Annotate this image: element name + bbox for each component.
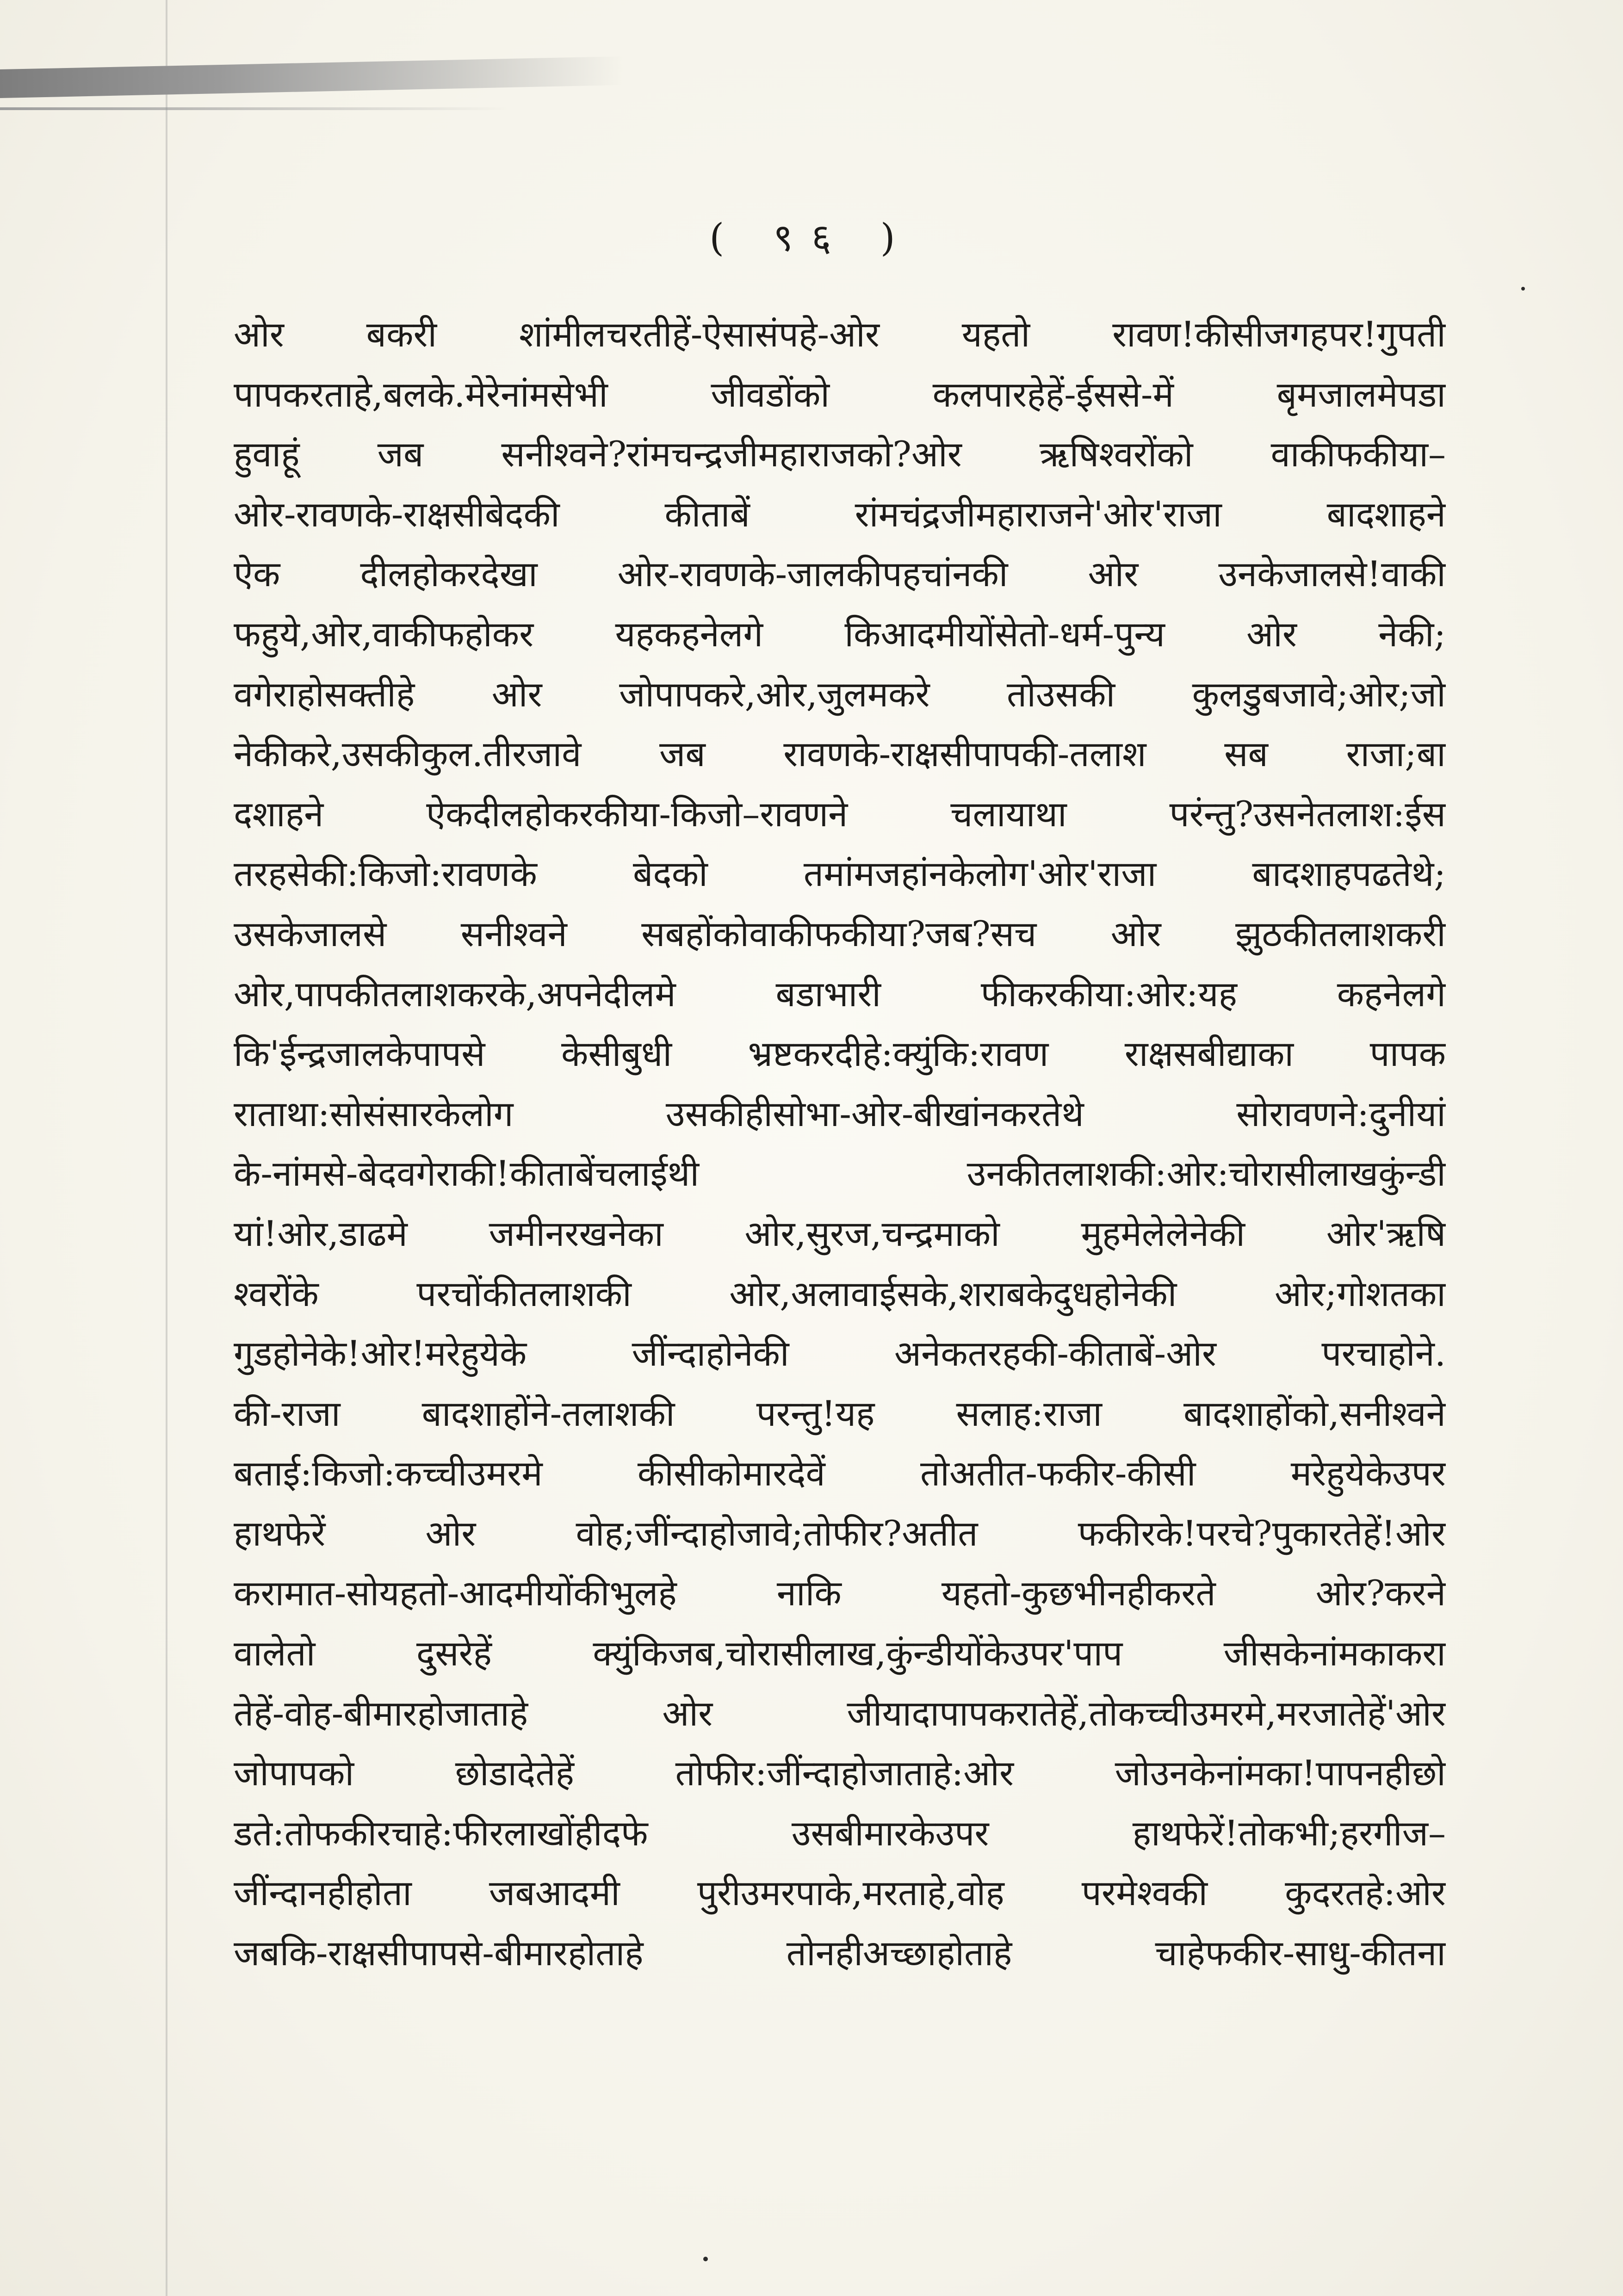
text-line: जोपापको छोडादेतेहें तोफीर:जींन्दाहोजाताहे:ओर जोउनकेनांमका!पापनहीछो xyxy=(234,1752,1446,1794)
page-number: ( ९६ ) xyxy=(709,216,914,260)
ink-speck xyxy=(703,2257,708,2261)
text-line: ओर बकरी शांमीलचरतीहें-ऐसासंपहे-ओर यहतो रावण!कीसीजगहपर!गुपती xyxy=(234,314,1446,355)
text-line: के-नांमसे-बेदवगेराकी!कीताबेंचलाईथी उनकीतलाशकी:ओर:चोरासीलाखकुंन्डी xyxy=(234,1153,1446,1194)
text-line: कि'ईन्द्रजालकेपापसे केसीबुधी भ्रष्टकरदीहे:क्युंकि:रावण राक्षसबीद्याका पापक xyxy=(234,1033,1446,1075)
text-line: नेकीकरे,उसकीकुल.तीरजावे जब रावणके-राक्षसीपापकी-तलाश सब राजा;बा xyxy=(234,733,1446,775)
text-line: डते:तोफकीरचाहे:फीरलाखोंहीदफे उसबीमारकेउपर हाथफेरें!तोकभी;हरगीज– xyxy=(234,1812,1446,1854)
page-margin-line xyxy=(166,0,167,2296)
text-line: हुवाहूं जब सनीश्वने?रांमचन्द्रजीमहाराजको?ओर ऋषिश्वरोंको वाकीफकीया– xyxy=(234,433,1446,475)
text-line: श्वरोंके परचोंकीतलाशकी ओर,अलावाईसके,शराबकेदुधहोनेकी ओर;गोशतका xyxy=(234,1273,1446,1314)
text-line: जबकि-राक्षसीपापसे-बीमारहोताहे तोनहीअच्छाहोताहे चाहेफकीर-साधु-कीतना xyxy=(234,1932,1446,1974)
text-line: बताई:किजो:कच्चीउमरमे कीसीकोमारदेवें तोअतीत-फकीर-कीसी मरेहुयेकेउपर xyxy=(234,1453,1446,1494)
text-line: गुडहोनेके!ओर!मरेहुयेके जींन्दाहोनेकी अनेकतरहकी-कीताबें-ओर परचाहोने. xyxy=(234,1333,1446,1374)
text-line: करामात-सोयहतो-आदमीयोंकीभुलहे नाकि यहतो-कुछभीनहीकरते ओर?करने xyxy=(234,1572,1446,1614)
text-line: पापकरताहे,बलके.मेरेनांमसेभी जीवडोंको कलपारहेहें-ईससे-में बृमजालमेपडा xyxy=(234,373,1446,415)
scan-shadow-line xyxy=(0,107,509,110)
text-line: फहुये,ओर,वाकीफहोकर यहकहनेलगे किआदमीयोंसेतो-धर्म-पुन्य ओर नेकी; xyxy=(234,613,1446,655)
text-line: यां!ओर,डाढमे जमीनरखनेका ओर,सुरज,चन्द्रमाको मुहमेलेलेनेकी ओर'ऋषि xyxy=(234,1213,1446,1254)
text-line: तेहें-वोह-बीमारहोजाताहे ओर जीयादापापकरातेहें,तोकच्चीउमरमे,मरजातेहें'ओर xyxy=(234,1692,1446,1734)
text-line: तरहसेकी:किजो:रावणके बेदको तमांमजहांनकेलोग'ओर'राजा बादशाहपढतेथे; xyxy=(234,853,1446,895)
ink-speck xyxy=(1521,287,1525,291)
scan-shadow xyxy=(0,56,625,98)
text-line: वगेराहोसक्तीहे ओर जोपापकरे,ओर,जुलमकरे तोउसकी कुलडुबजावे;ओर;जो xyxy=(234,673,1446,715)
text-line: दशाहने ऐकदीलहोकरकीया-किजो–रावणने चलायाथा परंन्तु?उसनेतलाश:ईस xyxy=(234,793,1446,835)
text-line: राताथा:सोसंसारकेलोग उसकीहीसोभा-ओर-बीखांनकरतेथे सोरावणने:दुनीयां xyxy=(234,1093,1446,1134)
text-line: ओर-रावणके-राक्षसीबेदकी कीताबें रांमचंद्रजीमहाराजने'ओर'राजा बादशाहने xyxy=(234,493,1446,535)
text-line: वालेतो दुसरेहें क्युंकिजब,चोरासीलाख,कुंन्डीयोंकेउपर'पाप जीसकेनांमकाकरा xyxy=(234,1633,1446,1674)
text-line: जींन्दानहीहोता जबआदमी पुरीउमरपाके,मरताहे,वोह परमेश्वकी कुदरतहे:ओर xyxy=(234,1872,1446,1914)
text-line: हाथफेरें ओर वोह;जींन्दाहोजावे;तोफीर?अतीत फकीरके!परचे?पुकारतेहें!ओर xyxy=(234,1512,1446,1554)
text-line: की-राजा बादशाहोंने-तलाशकी परन्तु!यह सलाह:राजा बादशाहोंको,सनीश्वने xyxy=(234,1392,1446,1434)
body-text xyxy=(234,304,1446,1983)
text-line: उसकेजालसे सनीश्वने सबहोंकोवाकीफकीया?जब?सच ओर झुठकीतलाशकरी xyxy=(234,913,1446,954)
text-line: ऐक दीलहोकरदेखा ओर-रावणके-जालकीपहचांनकी ओर उनकेजालसे!वाकी xyxy=(234,553,1446,595)
text-line: ओर,पापकीतलाशकरके,अपनेदीलमे बडाभारी फीकरकीया:ओर:यह कहनेलगे xyxy=(234,973,1446,1015)
